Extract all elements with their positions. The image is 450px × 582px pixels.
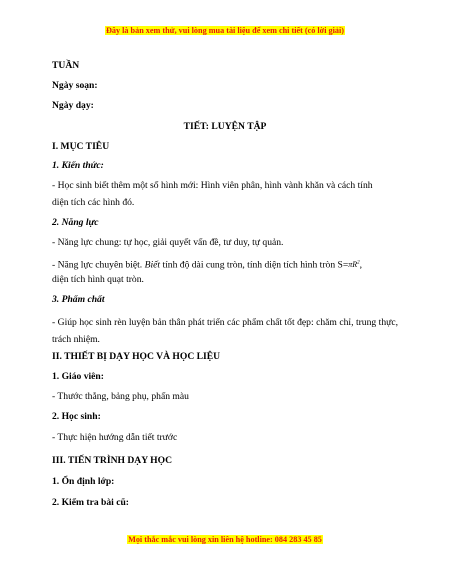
- specific-competency-prefix: - Năng lực chuyên biệt.: [52, 259, 145, 271]
- knowledge-text-line1: - Học sinh biết thêm một số hình mới: Hình viên phân, hình vành khăn và cách tính: [52, 180, 373, 191]
- specific-competency-comma: ,: [359, 259, 363, 271]
- specific-competency-line2: diện tích hình quạt tròn.: [52, 274, 144, 285]
- qualities-text: - Giúp học sinh rèn luyện bản thân phát triển các phẩm chất tốt đẹp: chăm chỉ, trung thực, trách nhiệm.: [52, 317, 398, 345]
- qualities-heading: 3. Phẩm chất: [52, 294, 105, 305]
- student-heading: 2. Học sinh:: [52, 411, 101, 422]
- section-process-heading: III. TIẾN TRÌNH DẠY HỌC: [52, 455, 173, 466]
- circle-area-formula: [348, 260, 359, 269]
- general-competency-text: - Năng lực chung: tự học, giải quyết vấn đề, tư duy, tự quản.: [52, 237, 284, 248]
- week-label: TUẦN: [52, 60, 80, 71]
- old-lesson-check-heading: 2. Kiểm tra bài cũ:: [52, 497, 130, 508]
- specific-competency-line1: [52, 257, 398, 272]
- specific-competency-rest: tính độ dài cung tròn, tính diện tích hình tròn S=: [160, 259, 349, 271]
- student-text: - Thực hiện hướng dẫn tiết trước: [52, 432, 178, 443]
- preview-notice-banner: [0, 26, 450, 35]
- formula-r: R: [352, 259, 358, 269]
- teacher-text: - Thước thẳng, bảng phụ, phấn màu: [52, 391, 189, 402]
- knowledge-heading: 1. Kiến thức:: [52, 160, 104, 171]
- competency-heading: 2. Năng lực: [52, 217, 99, 228]
- hotline-text: Mọi thắc mắc vui lòng xin liên hệ hotline: 084 283 45 85: [128, 535, 322, 544]
- hotline-banner: [0, 535, 450, 544]
- knowledge-text-line2: diện tích các hình đó.: [52, 197, 135, 208]
- teach-date-label: Ngày dạy:: [52, 100, 94, 111]
- class-stabilize-heading: 1. Ổn định lớp:: [52, 476, 115, 487]
- section-objectives-heading: I. MỤC TIÊU: [52, 141, 110, 152]
- preview-notice-text: Đây là bản xem thử, vui lòng mua tài liệu để xem chi tiết (có lời giải): [105, 26, 344, 35]
- prep-date-label: Ngày soạn:: [52, 80, 98, 91]
- section-equipment-heading: II. THIẾT BỊ DẠY HỌC VÀ HỌC LIỆU: [52, 351, 221, 362]
- specific-competency-emph: Biết: [144, 259, 161, 271]
- formula-exponent: 2: [357, 260, 360, 265]
- teacher-heading: 1. Giáo viên:: [52, 371, 104, 382]
- lesson-title: TIẾT: LUYỆN TẬP: [183, 121, 267, 132]
- formula-pi: π: [348, 259, 353, 269]
